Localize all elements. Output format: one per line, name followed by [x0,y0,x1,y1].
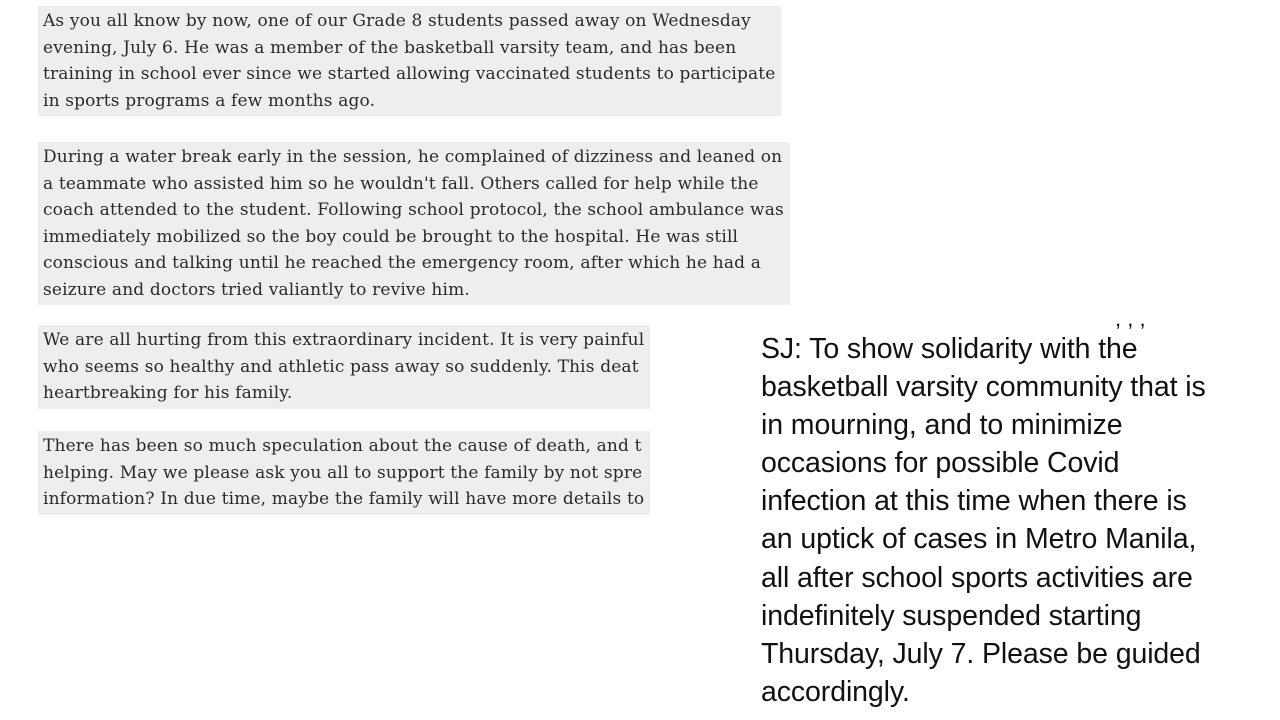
letter-line: helping. May we please ask you all to support the family by not spre [43,462,643,483]
letter-line: training in school ever since we started allowing vaccinated students to participate [43,64,776,84]
announcement-line: occasions for possible Covid [761,447,1120,480]
announcement-line: in mourning, and to minimize [761,409,1123,442]
letter-line: evening, July 6. He was a member of the basketball varsity team, and has been [43,37,737,58]
letter-paragraph-2 [38,142,790,305]
letter-line: information? In due time, maybe the family will have more details to [43,489,645,509]
letter-line: coach attended to the student. Following school protocol, the school ambulance was [43,200,784,220]
announcement-line: SJ: To show solidarity with the [761,333,1138,365]
cut-text-fragment: , , , [1115,306,1146,331]
letter-paragraph-4 [38,431,650,515]
letter-line: As you all know by now, one of our Grade 8 students passed away on Wednesday [43,11,751,31]
letter-line: During a water break early in the session, he complained of dizziness and leaned on [43,147,783,167]
announcement-line: indefinitely suspended starting [761,599,1142,632]
announcement-line: Thursday, July 7. Please be guided [761,637,1201,670]
letter-line: conscious and talking until he reached the emergency room, after which he had a [43,253,761,273]
letter-line: who seems so healthy and athletic pass away so suddenly. This deat [43,356,639,377]
letter-line: in sports programs a few months ago. [43,90,376,111]
letter-line: There has been so much speculation about the cause of death, and t [43,436,642,456]
letter-line: We are all hurting from this extraordinary incident. It is very painful [43,330,645,350]
announcement-line: infection at this time when there is [761,485,1187,518]
announcement-line: an uptick of cases in Metro Manila, [761,523,1197,556]
letter-line: seizure and doctors tried valiantly to revive him. [43,279,470,300]
letter-paragraph-1 [38,6,781,116]
announcement-line: basketball varsity community that is [761,371,1206,404]
letter-line: immediately mobilized so the boy could be brought to the hospital. He was still [43,226,739,247]
letter-paragraph-3 [38,325,650,409]
announcement-line: accordingly. [761,675,910,708]
letter-line: heartbreaking for his family. [43,383,293,403]
letter-line: a teammate who assisted him so he wouldn't fall. Others called for help while the [43,173,759,194]
announcement-line: all after school sports activities are [761,561,1193,594]
sj-announcement [761,330,1276,711]
